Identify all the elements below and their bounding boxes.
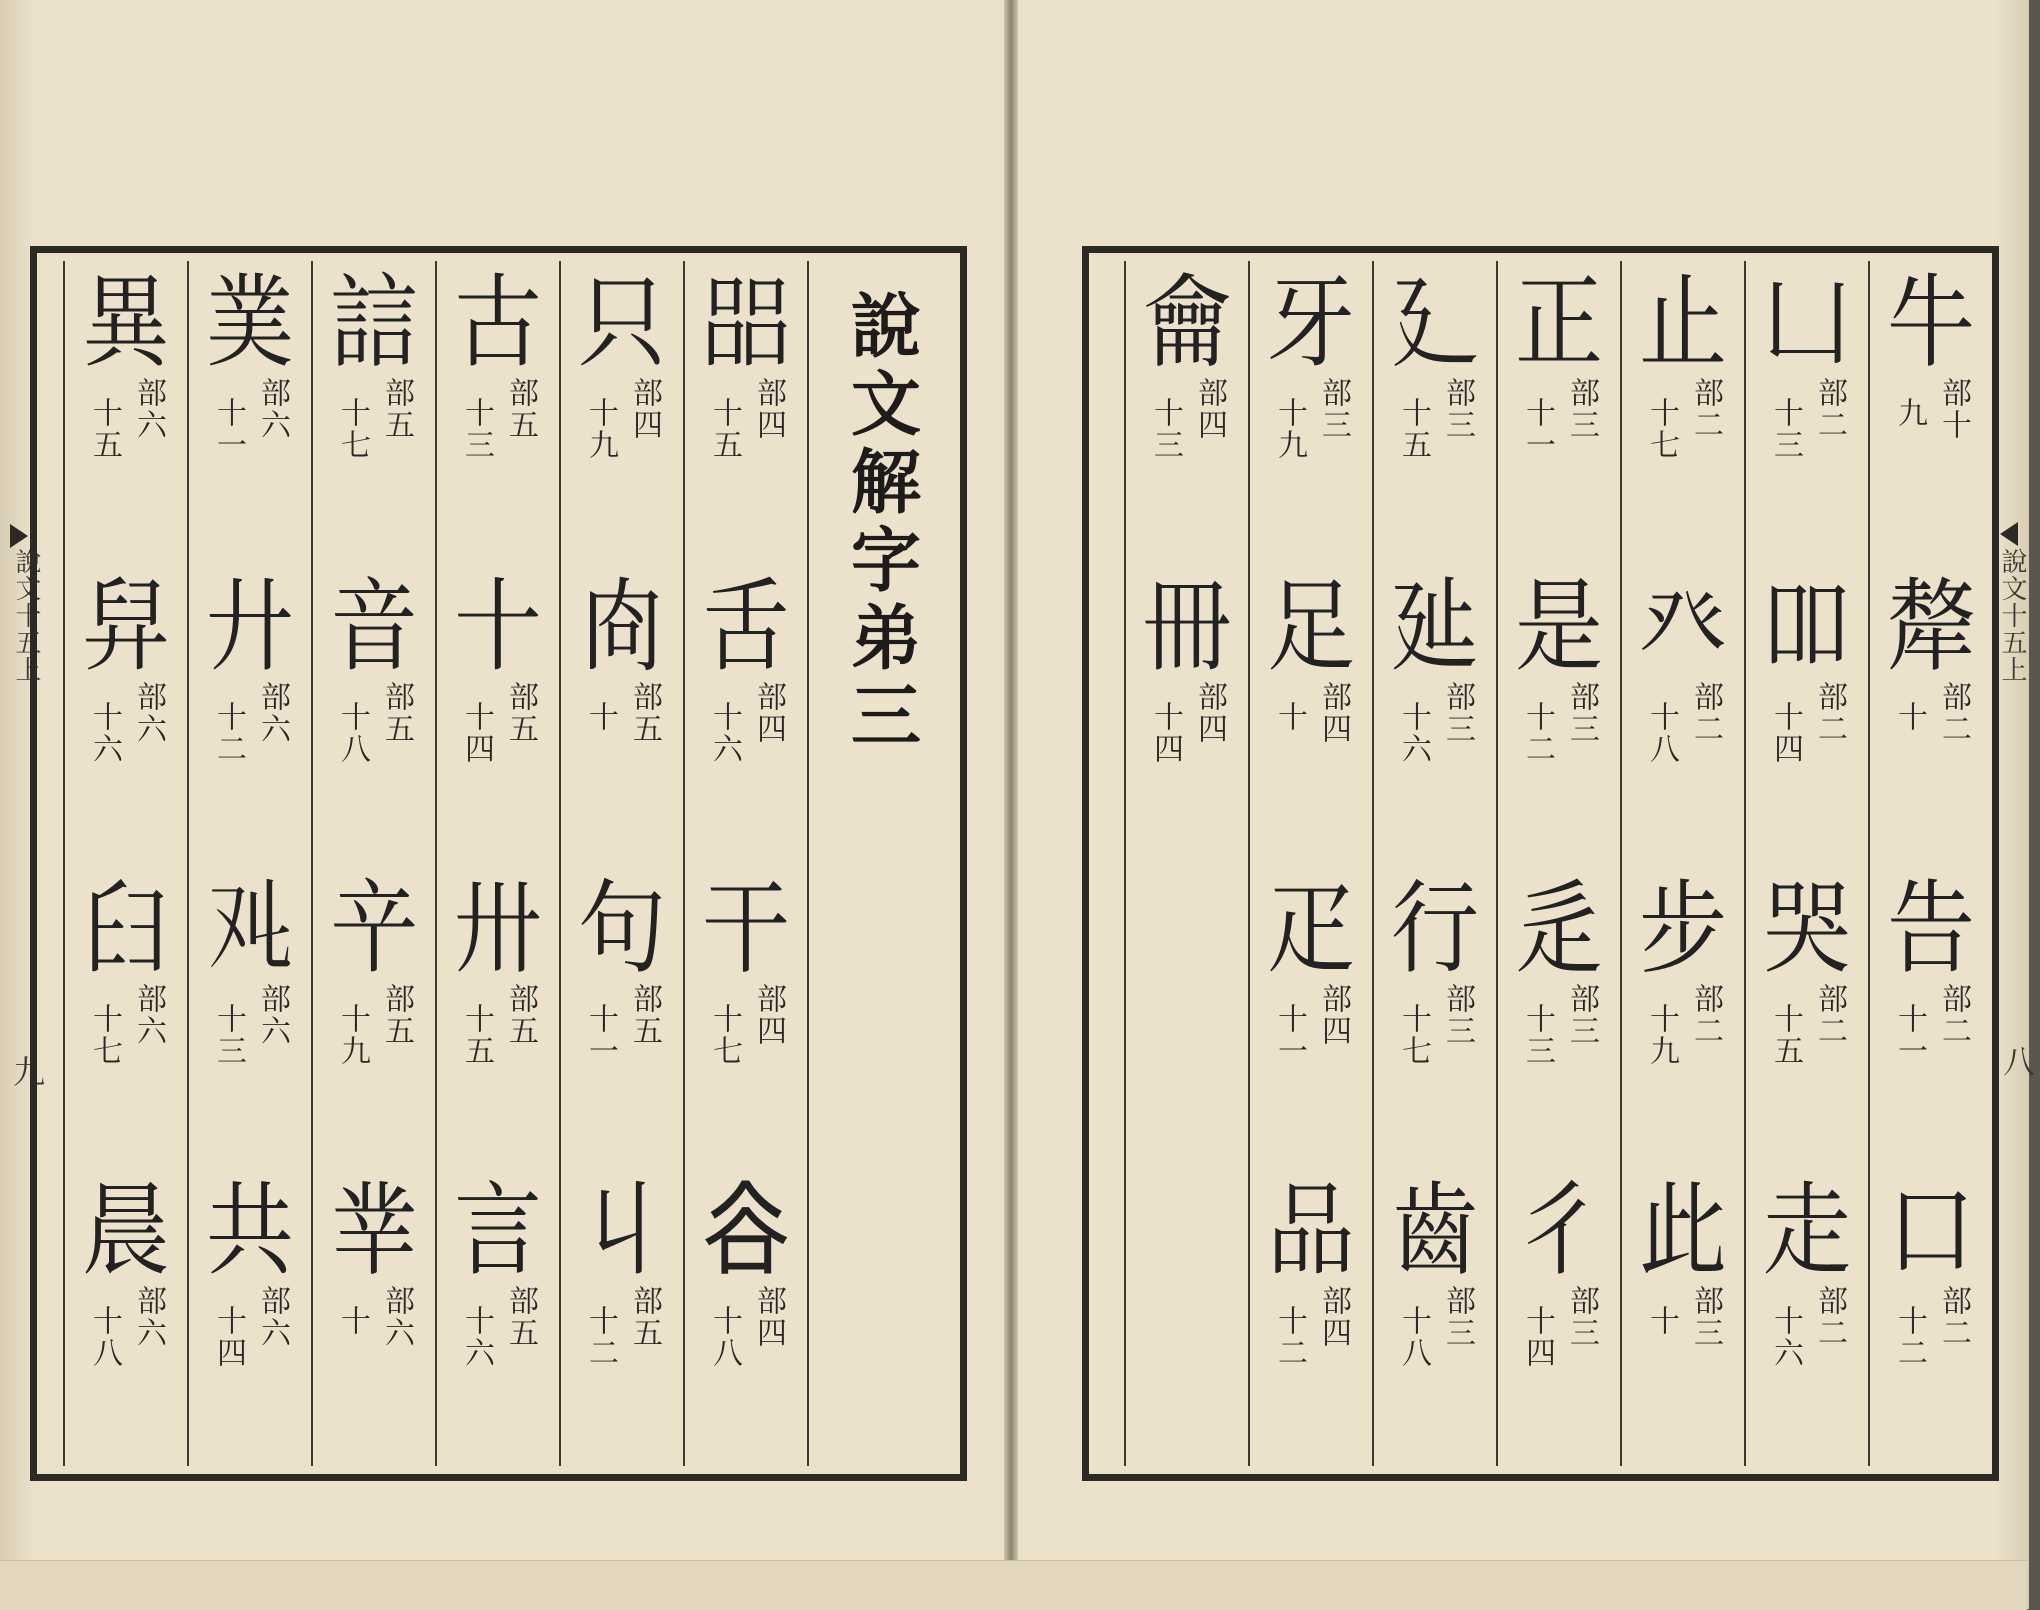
seal-script-character: 晨 (81, 1171, 170, 1290)
note-number-label: 十二 (583, 1305, 618, 1369)
note-part-label: 部三 (1316, 377, 1351, 441)
radical-entry (65, 1171, 187, 1369)
seal-script-character: 只 (577, 263, 666, 382)
note-number-label: 十三 (1768, 397, 1803, 461)
right-column-5 (1372, 261, 1496, 1466)
radical-number-note (87, 681, 165, 765)
radical-entry (189, 869, 311, 1067)
seal-script-character: 廾 (205, 567, 294, 686)
note-part-label: 部三 (1688, 1285, 1723, 1349)
note-number-label: 十九 (335, 1003, 370, 1067)
seal-script-character: 共 (205, 1171, 294, 1290)
radical-number-note (1272, 983, 1350, 1067)
note-number-label: 十七 (1644, 397, 1679, 461)
seal-script-character: 㕯 (577, 567, 666, 686)
radical-entry (1622, 869, 1744, 1067)
seal-script-character: 辵 (1514, 869, 1603, 988)
note-number-label: 十五 (459, 1003, 494, 1067)
seal-script-character: 牛 (1886, 263, 1975, 382)
radical-number-note (1892, 681, 1970, 745)
note-part-label: 部四 (1316, 1285, 1351, 1349)
radical-number-note (1520, 377, 1598, 461)
note-part-label: 部五 (503, 1285, 538, 1349)
seal-script-character: 止 (1638, 263, 1727, 382)
note-number-label: 十一 (1272, 1003, 1307, 1067)
radical-entry (1250, 1171, 1372, 1369)
note-number-label: 十五 (707, 397, 742, 461)
note-number-label: 十四 (211, 1305, 246, 1369)
seal-script-character: 凵 (1762, 263, 1851, 382)
note-part-label: 部六 (255, 377, 290, 441)
radical-number-note (1892, 983, 1970, 1067)
seal-script-character: 㗊 (701, 263, 790, 382)
note-part-label: 部五 (379, 983, 414, 1047)
note-part-label: 部四 (751, 983, 786, 1047)
radical-entry (561, 869, 683, 1067)
right-text-frame (1082, 246, 1999, 1481)
radical-number-note (1396, 377, 1474, 461)
radical-number-note (707, 1285, 785, 1369)
note-number-label: 十六 (707, 701, 742, 765)
seal-script-character: 舌 (701, 567, 790, 686)
seal-script-character: 齒 (1390, 1171, 1479, 1290)
radical-entry (1870, 869, 1992, 1067)
right-margin-title: 說文十五上 (1997, 548, 2027, 683)
note-number-label: 十二 (1272, 1305, 1307, 1369)
radical-entry (1622, 263, 1744, 461)
radical-entry (1870, 263, 1992, 441)
radical-number-note (335, 983, 413, 1067)
note-part-label: 部四 (1192, 377, 1227, 441)
radical-number-note (1768, 681, 1846, 765)
right-column-6 (1248, 261, 1372, 1466)
note-number-label: 十八 (707, 1305, 742, 1369)
note-part-label: 部二 (1688, 681, 1723, 745)
seal-script-character: 誩 (329, 263, 418, 382)
radical-entry (1746, 263, 1868, 461)
note-number-label: 十九 (1272, 397, 1307, 461)
seal-script-character: 音 (329, 567, 418, 686)
seal-script-character: 是 (1514, 567, 1603, 686)
radical-number-note (1644, 681, 1722, 765)
radical-entry (685, 1171, 807, 1369)
note-number-label: 十 (1272, 701, 1307, 733)
radical-entry (685, 567, 807, 765)
note-part-label: 部三 (1564, 1285, 1599, 1349)
radical-number-note (1768, 1285, 1846, 1369)
seal-script-character: 異 (81, 263, 170, 382)
radical-entry (1126, 263, 1248, 461)
radical-number-note (1148, 681, 1226, 765)
note-part-label: 部四 (751, 681, 786, 745)
left-column-6 (63, 261, 187, 1466)
note-number-label: 十九 (583, 397, 618, 461)
note-part-label: 部三 (1440, 377, 1475, 441)
radical-number-note (211, 983, 289, 1067)
radical-number-note (1768, 983, 1846, 1067)
note-number-label: 十二 (1520, 701, 1555, 765)
radical-entry (437, 869, 559, 1067)
radical-entry (313, 1171, 435, 1349)
seal-script-character: 吅 (1762, 567, 1851, 686)
seal-script-character: 䇂 (329, 869, 418, 988)
note-number-label: 十六 (1768, 1305, 1803, 1369)
radical-entry (685, 263, 807, 461)
radical-entry (1250, 869, 1372, 1067)
radical-number-note (583, 681, 661, 745)
note-number-label: 十六 (87, 701, 122, 765)
seal-script-character: 菐 (205, 263, 294, 382)
seal-script-character: 言 (453, 1171, 542, 1290)
radical-entry (189, 263, 311, 461)
note-part-label: 部二 (1812, 1285, 1847, 1349)
radical-number-note (707, 681, 785, 765)
note-part-label: 部六 (131, 1285, 166, 1349)
note-part-label: 部二 (1936, 983, 1971, 1047)
seal-script-character: 冊 (1142, 567, 1231, 686)
radical-number-note (459, 377, 537, 461)
note-part-label: 部三 (1564, 377, 1599, 441)
seal-script-character: 告 (1886, 869, 1975, 988)
note-number-label: 十三 (1520, 1003, 1555, 1067)
radical-number-note (459, 983, 537, 1067)
radical-entry (437, 263, 559, 461)
book-fold (1004, 0, 1018, 1609)
note-number-label: 十七 (335, 397, 370, 461)
note-part-label: 部二 (1688, 377, 1723, 441)
radical-entry (65, 263, 187, 461)
note-number-label: 十 (1892, 701, 1927, 733)
note-number-label: 十一 (1892, 1003, 1927, 1067)
radical-number-note (459, 1285, 537, 1369)
seal-script-character: 足 (1266, 567, 1355, 686)
note-part-label: 部四 (627, 377, 662, 441)
note-part-label: 部三 (1564, 983, 1599, 1047)
bottom-page-strip (0, 1560, 2027, 1610)
seal-script-character: 步 (1638, 869, 1727, 988)
radical-entry (1250, 263, 1372, 461)
note-number-label: 九 (1892, 397, 1927, 429)
radical-entry (65, 869, 187, 1067)
radical-entry (685, 869, 807, 1067)
radical-entry (437, 567, 559, 765)
radical-entry (1622, 567, 1744, 765)
radical-number-note (583, 983, 661, 1067)
radical-number-note (583, 377, 661, 461)
radical-entry (1870, 1171, 1992, 1369)
radical-entry (1498, 869, 1620, 1067)
note-number-label: 十五 (87, 397, 122, 461)
radical-number-note (87, 1285, 165, 1369)
radical-entry (1498, 1171, 1620, 1369)
radical-number-note (1644, 1285, 1722, 1349)
seal-script-character: 牙 (1266, 263, 1355, 382)
radical-number-note (1272, 1285, 1350, 1369)
note-number-label: 十八 (87, 1305, 122, 1369)
note-part-label: 部三 (1440, 1285, 1475, 1349)
seal-script-character: 十 (453, 567, 542, 686)
note-part-label: 部五 (379, 681, 414, 745)
radical-number-note (1272, 377, 1350, 461)
radical-number-note (1520, 681, 1598, 765)
right-page-edge (1995, 0, 2029, 1609)
radical-entry (1746, 1171, 1868, 1369)
note-part-label: 部二 (1936, 681, 1971, 745)
radical-entry (437, 1171, 559, 1369)
radical-number-note (1892, 377, 1970, 441)
note-part-label: 部六 (255, 1285, 290, 1349)
radical-number-note (1396, 681, 1474, 765)
note-number-label: 十四 (1768, 701, 1803, 765)
note-number-label: 十八 (1644, 701, 1679, 765)
note-part-label: 部五 (627, 681, 662, 745)
seal-script-character: 癶 (1638, 567, 1727, 686)
note-part-label: 部十 (1936, 377, 1971, 441)
note-part-label: 部六 (255, 681, 290, 745)
seal-script-character: 丵 (329, 1171, 418, 1290)
radical-number-note (1396, 983, 1474, 1067)
note-part-label: 部五 (627, 1285, 662, 1349)
note-part-label: 部二 (1688, 983, 1723, 1047)
radical-entry (1126, 567, 1248, 765)
note-number-label: 十一 (1520, 397, 1555, 461)
radical-entry (1374, 869, 1496, 1067)
note-part-label: 部二 (1936, 1285, 1971, 1349)
radical-entry (1374, 263, 1496, 461)
note-number-label: 十七 (87, 1003, 122, 1067)
left-column-4 (311, 261, 435, 1466)
note-part-label: 部三 (1440, 681, 1475, 745)
radical-entry (1870, 567, 1992, 745)
note-number-label: 十四 (1148, 701, 1183, 765)
radical-entry (561, 1171, 683, 1369)
seal-script-character: 犛 (1886, 567, 1975, 686)
radical-entry (313, 263, 435, 461)
note-part-label: 部五 (627, 983, 662, 1047)
seal-script-character: 彳 (1514, 1171, 1603, 1290)
seal-script-character: 㢟 (1390, 567, 1479, 686)
right-column-4 (1496, 261, 1620, 1466)
note-part-label: 部四 (1316, 983, 1351, 1047)
note-part-label: 部五 (503, 983, 538, 1047)
radical-entry (1622, 1171, 1744, 1349)
radical-number-note (1272, 681, 1350, 745)
right-column-3 (1620, 261, 1744, 1466)
note-number-label: 十二 (211, 701, 246, 765)
radical-number-note (211, 377, 289, 461)
seal-script-character: 品 (1266, 1171, 1355, 1290)
radical-number-note (1768, 377, 1846, 461)
note-part-label: 部六 (131, 681, 166, 745)
note-part-label: 部二 (1812, 377, 1847, 441)
radical-entry (1746, 869, 1868, 1067)
radical-number-note (1148, 377, 1226, 461)
left-fishtail-marker (10, 524, 28, 548)
radical-number-note (1644, 983, 1722, 1067)
left-column-1 (683, 261, 807, 1466)
note-number-label: 十五 (1768, 1003, 1803, 1067)
right-column-1 (1868, 261, 1992, 1466)
radical-entry (1374, 1171, 1496, 1369)
title-column (807, 261, 952, 1466)
radical-number-note (87, 983, 165, 1067)
radical-number-note (707, 983, 785, 1067)
radical-number-note (211, 681, 289, 765)
note-number-label: 十九 (1644, 1003, 1679, 1067)
note-number-label: 十四 (1520, 1305, 1555, 1369)
note-part-label: 部四 (1192, 681, 1227, 745)
note-number-label: 十五 (1396, 397, 1431, 461)
radical-entry (1374, 567, 1496, 765)
left-margin-page-number: 九 (8, 1055, 46, 1087)
seal-script-character: 疋 (1266, 869, 1355, 988)
radical-number-note (707, 377, 785, 461)
book-title: 說文解字弟三 (839, 289, 923, 757)
note-part-label: 部六 (131, 377, 166, 441)
note-number-label: 十一 (583, 1003, 618, 1067)
radical-number-note (459, 681, 537, 765)
seal-script-character: 哭 (1762, 869, 1851, 988)
note-part-label: 部六 (379, 1285, 414, 1349)
left-text-frame (30, 246, 967, 1481)
note-number-label: 十六 (1396, 701, 1431, 765)
seal-script-character: 𦥑 (81, 869, 170, 988)
note-part-label: 部四 (751, 1285, 786, 1349)
radical-entry (1498, 567, 1620, 765)
seal-script-character: 口 (1886, 1171, 1975, 1290)
seal-script-character: 卅 (453, 869, 542, 988)
left-column-3 (435, 261, 559, 1466)
right-margin-page-number: 八 (1998, 1045, 2036, 1077)
note-part-label: 部四 (751, 377, 786, 441)
left-page-edge (0, 0, 34, 1609)
seal-script-character: 丩 (577, 1171, 666, 1290)
seal-script-character: 此 (1638, 1171, 1727, 1290)
left-column-5 (187, 261, 311, 1466)
note-part-label: 部四 (1316, 681, 1351, 745)
note-number-label: 十三 (459, 397, 494, 461)
radical-number-note (1520, 1285, 1598, 1369)
note-part-label: 部六 (131, 983, 166, 1047)
note-number-label: 十三 (1148, 397, 1183, 461)
radical-entry (1498, 263, 1620, 461)
seal-script-character: 行 (1390, 869, 1479, 988)
note-part-label: 部五 (503, 377, 538, 441)
left-margin-title: 說文十五上 (11, 548, 41, 683)
radical-entry (1746, 567, 1868, 765)
radical-number-note (583, 1285, 661, 1369)
note-part-label: 部二 (1812, 983, 1847, 1047)
seal-script-character: 龠 (1142, 263, 1231, 382)
note-number-label: 十七 (1396, 1003, 1431, 1067)
note-part-label: 部六 (255, 983, 290, 1047)
seal-script-character: 廴 (1390, 263, 1479, 382)
note-number-label: 十一 (211, 397, 246, 461)
note-number-label: 十三 (211, 1003, 246, 1067)
left-column-2 (559, 261, 683, 1466)
radical-entry (189, 1171, 311, 1369)
radical-number-note (1892, 1285, 1970, 1369)
note-number-label: 十四 (459, 701, 494, 765)
radical-number-note (335, 1285, 413, 1349)
radical-number-note (87, 377, 165, 461)
radical-number-note (335, 681, 413, 765)
radical-number-note (335, 377, 413, 461)
note-number-label: 十七 (707, 1003, 742, 1067)
radical-entry (313, 567, 435, 765)
seal-script-character: 古 (453, 263, 542, 382)
note-part-label: 部二 (1812, 681, 1847, 745)
radical-entry (1250, 567, 1372, 745)
radical-number-note (1396, 1285, 1474, 1369)
radical-number-note (1644, 377, 1722, 461)
seal-script-character: 走 (1762, 1171, 1851, 1290)
seal-script-character: 干 (701, 869, 790, 988)
note-part-label: 部三 (1564, 681, 1599, 745)
note-number-label: 十 (335, 1305, 370, 1337)
seal-script-character: 句 (577, 869, 666, 988)
radical-entry (561, 567, 683, 745)
note-number-label: 十八 (335, 701, 370, 765)
note-part-label: 部五 (503, 681, 538, 745)
note-part-label: 部五 (379, 377, 414, 441)
right-column-7 (1124, 261, 1248, 1466)
seal-script-character: 舁 (81, 567, 170, 686)
radical-entry (313, 869, 435, 1067)
seal-script-character: 𠬜 (205, 869, 294, 988)
note-number-label: 十二 (1892, 1305, 1927, 1369)
seal-script-character: 𧮫 (701, 1171, 790, 1290)
note-number-label: 十八 (1396, 1305, 1431, 1369)
right-column-2 (1744, 261, 1868, 1466)
note-part-label: 部三 (1440, 983, 1475, 1047)
note-number-label: 十 (583, 701, 618, 733)
note-number-label: 十 (1644, 1305, 1679, 1337)
radical-entry (189, 567, 311, 765)
radical-number-note (1520, 983, 1598, 1067)
right-fishtail-marker (2000, 522, 2018, 546)
radical-entry (65, 567, 187, 765)
note-number-label: 十六 (459, 1305, 494, 1369)
radical-number-note (211, 1285, 289, 1369)
seal-script-character: 正 (1514, 263, 1603, 382)
radical-entry (561, 263, 683, 461)
